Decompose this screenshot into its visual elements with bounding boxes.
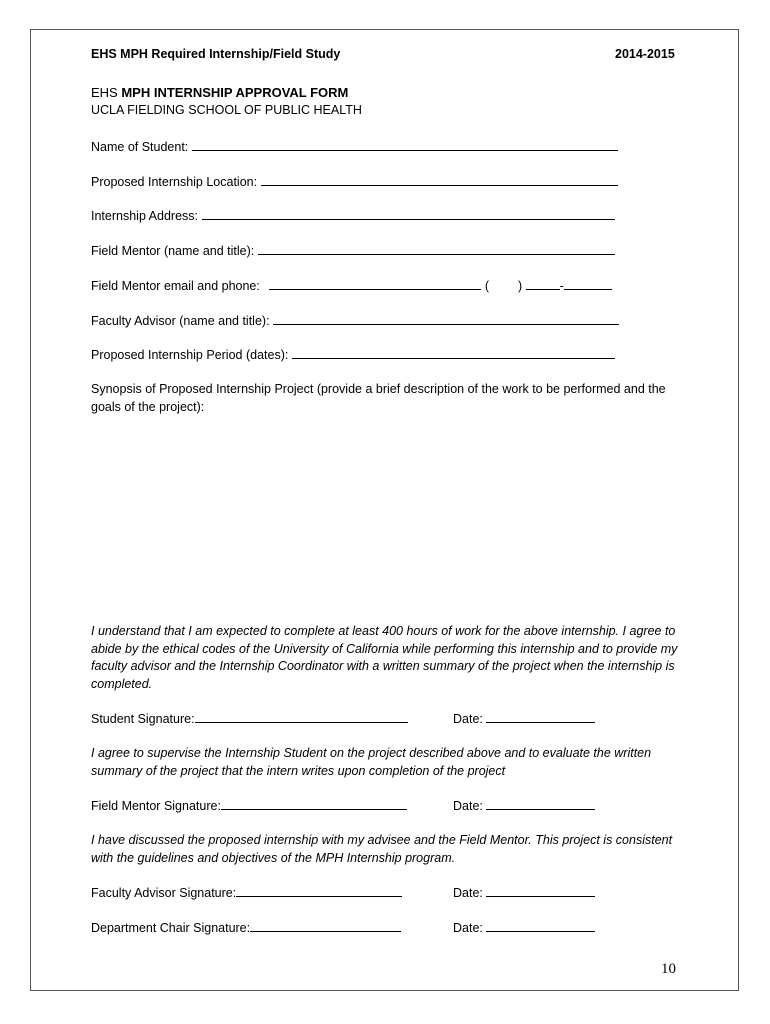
advisor-statement: I have discussed the proposed internship with my advisee and the Field Mentor. This project is consistent with the guidelines and objectives of the MPH Internship program. — [91, 833, 673, 865]
advisor-date-field[interactable] — [486, 884, 595, 897]
header-year: 2014-2015 — [615, 47, 675, 61]
student-date-field[interactable] — [486, 710, 595, 723]
mentor-signature-label: Field Mentor Signature: — [91, 799, 221, 813]
phone-number-field[interactable] — [564, 277, 612, 290]
synopsis-prompt: Synopsis of Proposed Internship Project (provide a brief description of the work to be performed and the goals of the project): — [91, 382, 666, 414]
mentor-signature-row — [91, 797, 407, 813]
mentor-date-field[interactable] — [486, 797, 595, 810]
student-date-label: Date: — [453, 712, 483, 726]
student-signature-label: Student Signature: — [91, 712, 195, 726]
student-statement: I understand that I am expected to complete at least 400 hours of work for the above internship. I agree to abide by the ethical codes of the University of California while performing this internship and to provide my faculty advisor and the Internship Coordinator with a written summary of the project when the internship is completed. — [91, 624, 678, 691]
mentor-email-field[interactable] — [269, 277, 481, 290]
mentor-label: Field Mentor (name and title): — [91, 244, 255, 258]
student-signature-row — [91, 710, 408, 726]
mentor-contact-row — [91, 277, 612, 293]
address-row — [91, 207, 615, 223]
phone-dash: - — [559, 279, 564, 293]
chair-date-label: Date: — [453, 921, 483, 935]
header-title: EHS MPH Required Internship/Field Study — [91, 47, 341, 61]
student-name-field[interactable] — [192, 138, 618, 151]
address-field[interactable] — [202, 207, 615, 220]
mentor-signature-field[interactable] — [221, 797, 407, 810]
student-name-label: Name of Student: — [91, 140, 189, 154]
advisor-signature-label: Faculty Advisor Signature: — [91, 886, 237, 900]
advisor-label: Faculty Advisor (name and title): — [91, 314, 270, 328]
advisor-date-label: Date: — [453, 886, 483, 900]
period-label: Proposed Internship Period (dates): — [91, 348, 289, 362]
address-label: Internship Address: — [91, 209, 199, 223]
advisor-date-row — [453, 884, 595, 900]
form-title — [91, 85, 348, 100]
student-date-row — [453, 710, 595, 726]
student-name-row — [91, 138, 618, 154]
mentor-date-label: Date: — [453, 799, 483, 813]
chair-signature-row — [91, 919, 401, 935]
mentor-row — [91, 242, 615, 258]
mentor-field[interactable] — [258, 242, 615, 255]
advisor-row — [91, 312, 619, 328]
chair-signature-label: Department Chair Signature: — [91, 921, 251, 935]
mentor-date-row — [453, 797, 595, 813]
chair-date-row — [453, 919, 595, 935]
phone-prefix-field[interactable] — [526, 277, 560, 290]
chair-signature-field[interactable] — [250, 919, 401, 932]
page-number: 10 — [661, 961, 676, 977]
advisor-signature-row — [91, 884, 402, 900]
phone-paren-close: ) — [517, 279, 523, 293]
period-row — [91, 346, 615, 362]
period-field[interactable] — [292, 346, 615, 359]
school-name: UCLA FIELDING SCHOOL OF PUBLIC HEALTH — [91, 103, 362, 117]
location-field[interactable] — [261, 173, 618, 186]
advisor-field[interactable] — [273, 312, 619, 325]
form-title-prefix: EHS — [91, 85, 122, 100]
location-label: Proposed Internship Location: — [91, 175, 258, 189]
chair-date-field[interactable] — [486, 919, 595, 932]
synopsis-area[interactable] — [91, 420, 681, 610]
mentor-statement: I agree to supervise the Internship Student on the project described above and to evaluate the written summary of the project that the intern writes upon completion of the project — [91, 746, 652, 778]
location-row — [91, 173, 618, 189]
student-signature-field[interactable] — [195, 710, 408, 723]
mentor-contact-label: Field Mentor email and phone: — [91, 279, 260, 293]
phone-paren-open: ( — [484, 279, 489, 293]
form-title-main: MPH INTERNSHIP APPROVAL FORM — [121, 85, 349, 100]
advisor-signature-field[interactable] — [236, 884, 402, 897]
